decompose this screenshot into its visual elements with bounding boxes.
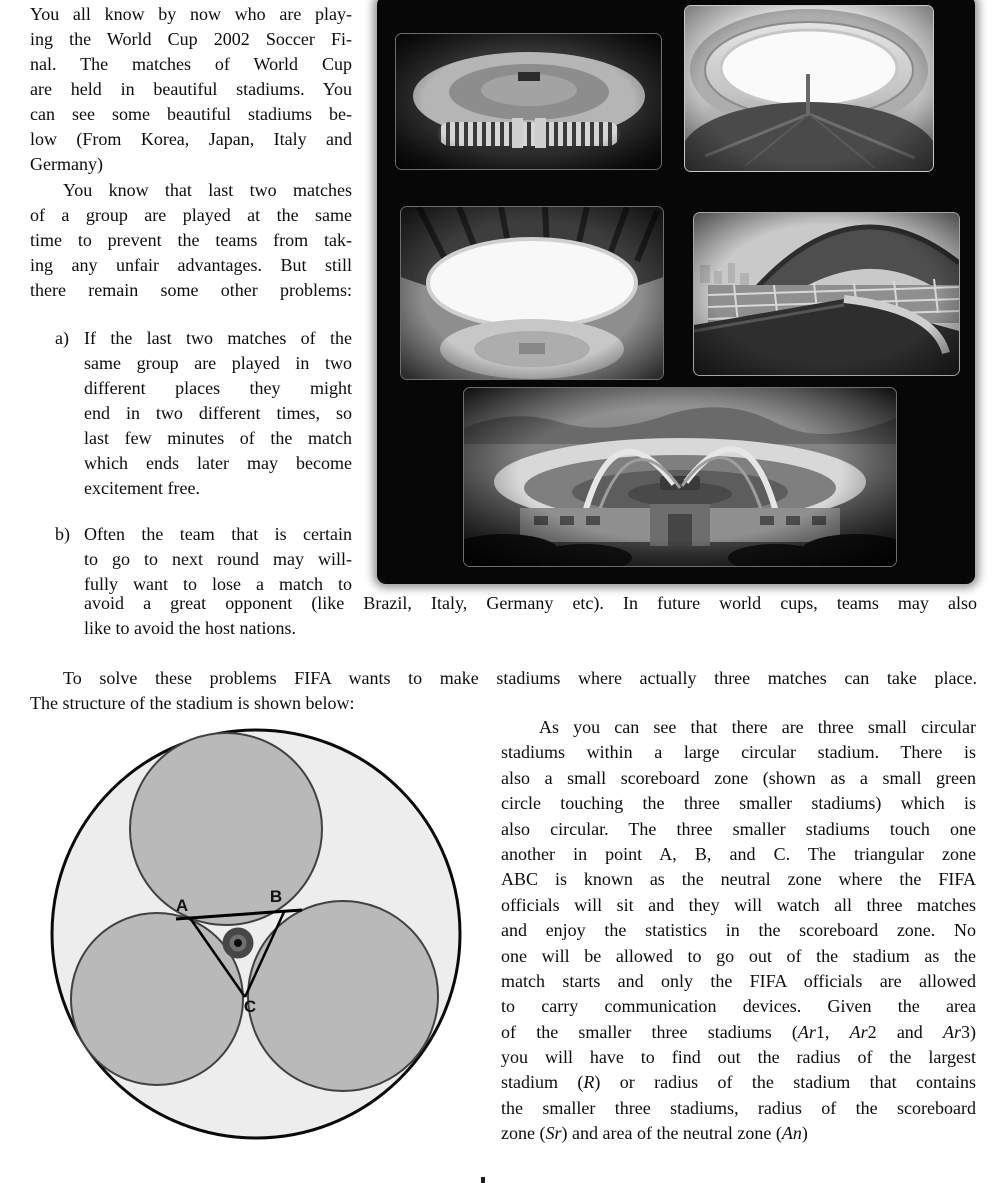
- small-stadium-circle-top: [130, 733, 322, 925]
- text-line: match starts and only the FIFA officials are allowed: [501, 970, 976, 991]
- text-line: You know that last two matches: [63, 180, 352, 200]
- text-line: one will be allowed to go out of the stadium as the: [501, 945, 976, 966]
- text-line: fully want to lose a match to: [84, 574, 352, 594]
- scoreboard-zone-center-dot: [234, 939, 242, 947]
- oval-roof-opening-stadium-graphic: [685, 6, 933, 171]
- curved-roof-stadium-graphic: [694, 213, 959, 375]
- text-line: and enjoy the statistics in the scoreboard zone. No: [501, 920, 976, 941]
- text-line: same group are played in two: [84, 353, 352, 373]
- text-line: nal. The matches of World Cup: [30, 54, 352, 74]
- description-column: [501, 715, 976, 1147]
- list-marker-b: b): [55, 524, 70, 544]
- white-sky-bowl-stadium-photo: [400, 206, 664, 380]
- text-line: like to avoid the host nations.: [84, 618, 296, 638]
- text-line: If the last two matches of the: [84, 328, 352, 348]
- text-line: zone (Sr) and area of the neutral zone (An): [501, 1123, 808, 1144]
- list-item-a: [55, 326, 352, 501]
- small-stadium-circle-left: [71, 913, 243, 1085]
- cutoff-glyph-fragment: [481, 1177, 485, 1183]
- text-line: officials will sit and they will watch all three matches: [501, 894, 976, 915]
- text-line: The structure of the stadium is shown below:: [30, 693, 355, 713]
- text-line: can see some beautiful stadiums be-: [30, 104, 352, 124]
- text-line: also circular. The three smaller stadiums touch one: [501, 818, 976, 839]
- text-line: circle touching the three smaller stadiums) which is: [501, 793, 976, 814]
- point-label-a: A: [175, 896, 189, 915]
- list-marker-a: a): [55, 328, 69, 348]
- text-line: to go to next round may will-: [84, 549, 352, 569]
- aerial-round-stadium-graphic: [396, 34, 661, 169]
- stadium-photo-panel: [377, 0, 975, 584]
- point-label-b: B: [269, 887, 283, 906]
- text-line: are held in beautiful stadiums. You: [30, 79, 352, 99]
- text-line: of a group are played at the same: [30, 205, 352, 225]
- text-line: end in two different times, so: [84, 403, 352, 423]
- twin-arch-stadium-photo: [463, 387, 897, 567]
- text-line: ing any unfair advantages. But still: [30, 255, 352, 275]
- oval-roof-opening-stadium-photo: [684, 5, 934, 172]
- twin-arch-stadium-graphic: [464, 388, 896, 566]
- text-line: last few minutes of the match: [84, 428, 352, 448]
- text-line: ing the World Cup 2002 Soccer Fi-: [30, 29, 352, 49]
- point-label-c: C: [243, 997, 257, 1016]
- white-sky-bowl-stadium-graphic: [401, 207, 663, 379]
- paragraph-fifa-solution: [30, 666, 977, 716]
- text-line: time to prevent the teams from tak-: [30, 230, 352, 250]
- text-line: you will have to find out the radius of the largest: [501, 1047, 976, 1068]
- text-line: Often the team that is certain: [84, 524, 352, 544]
- text-line: to carry communication devices. Given the area: [501, 996, 976, 1017]
- intro-column: [30, 0, 352, 600]
- curved-roof-stadium-photo: [693, 212, 960, 376]
- stadium-structure-diagram: [48, 720, 466, 1144]
- text-line: low (From Korea, Japan, Italy and: [30, 129, 352, 149]
- text-line: the smaller three stadiums, radius of the scoreboard: [501, 1097, 976, 1118]
- text-line: of the smaller three stadiums (Ar1, Ar2 and Ar3): [501, 1021, 977, 1042]
- aerial-round-stadium-photo: [395, 33, 662, 170]
- text-line: Germany): [30, 154, 103, 174]
- text-line: excitement free.: [84, 478, 200, 498]
- text-line: there remain some other problems:: [30, 280, 352, 300]
- text-line: another in point A, B, and C. The triangular zone: [501, 843, 976, 864]
- text-line: As you can see that there are three small circular: [539, 717, 976, 737]
- text-line: You all know by now who are play-: [30, 4, 352, 24]
- text-line: avoid a great opponent (like Brazil, Italy, Germany etc). In future world cups, teams may also: [84, 593, 977, 613]
- text-line: stadium (R) or radius of the stadium that contains: [501, 1072, 976, 1093]
- text-line: which ends later may become: [84, 453, 352, 473]
- text-line: stadiums within a large circular stadium. There is: [501, 742, 976, 763]
- text-line: different places they might: [84, 378, 352, 398]
- text-line: also a small scoreboard zone (shown as a small green: [501, 767, 976, 788]
- list-item-b: [55, 522, 352, 597]
- text-line: ABC is known as the neutral zone where the FIFA: [501, 869, 976, 890]
- paragraph-intro: [30, 2, 352, 177]
- text-line: To solve these problems FIFA wants to make stadiums where actually three matches can take place.: [63, 668, 977, 688]
- list-item-b-continuation: [84, 591, 977, 641]
- paragraph-same-time: [30, 178, 352, 303]
